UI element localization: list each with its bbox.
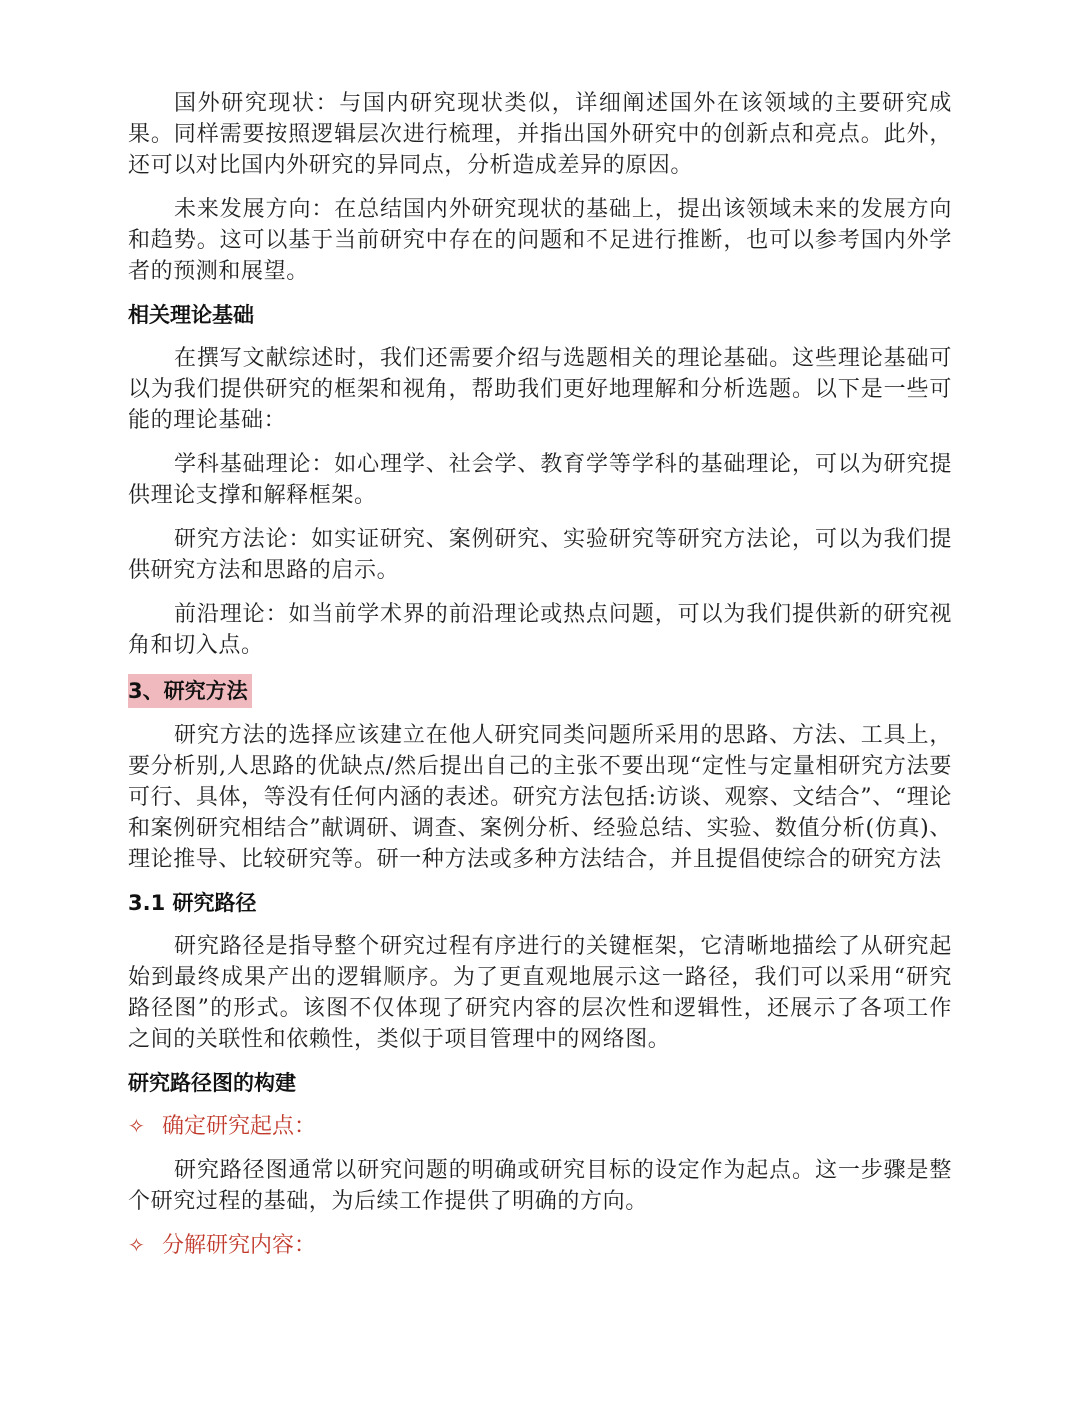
- bullet-label-decompose: 分解研究内容：: [162, 1233, 317, 1258]
- bullet-item-decompose: [128, 1230, 952, 1261]
- paragraph-research-path: 研究路径是指导整个研究过程有序进行的关键框架，它清晰地描绘了从研究起始到最终成果产出的逻辑顺序。为了更直观地展示这一路径，我们可以采用“研究路径图”的形式。该图不仅体现了研究内容的层次性和逻辑性，还展示了各项工作之间的关联性和依赖性，类似于项目管理中的网络图。: [128, 934, 952, 1052]
- paragraph-foreign-research: 国外研究现状：与国内研究现状类似，详细阐述国外在该领域的主要研究成果。同样需要按照逻辑层次进行梳理，并指出国外研究中的创新点和亮点。此外，还可以对比国内外研究的异同点，分析造成差异的原因。: [128, 91, 952, 178]
- paragraph-method-selection: 研究方法的选择应该建立在他人研究同类问题所采用的思路、方法、工具上，要分析别,人思路的优缺点/然后提出自己的主张不要出现“定性与定量相研究方法要可行、具体，等没有任何内涵的表述。研究方法包括:访谈、观察、文结合”、“理论和案例研究相结合”献调研、调查、案例分析、经验总结、实验、数值分析(仿真)、理论推导、比较研究等。研一种方法或多种方法结合，并且提倡使综合的研究方法: [128, 723, 952, 872]
- diamond-star-icon: ✧: [128, 1233, 145, 1257]
- document-page: [128, 88, 952, 1274]
- bullet-label-start-point: 确定研究起点：: [162, 1114, 317, 1139]
- heading-theory-basis: 相关理论基础: [128, 303, 254, 327]
- bullet-item-start-point: [128, 1111, 952, 1142]
- paragraph-future-direction: 未来发展方向：在总结国内外研究现状的基础上，提出该领域未来的发展方向和趋势。这可以基于当前研究中存在的问题和不足进行推断，也可以参考国内外学者的预测和展望。: [128, 197, 952, 284]
- heading-research-method-wrap: [128, 674, 952, 708]
- diamond-star-icon: ✧: [128, 1114, 145, 1138]
- heading-path-diagram-build: 研究路径图的构建: [128, 1071, 296, 1095]
- paragraph-discipline-theory: 学科基础理论：如心理学、社会学、教育学等学科的基础理论，可以为研究提供理论支撑和解释框架。: [128, 452, 952, 508]
- heading-research-method: 3、研究方法: [128, 674, 252, 708]
- paragraph-theory-intro: 在撰写文献综述时，我们还需要介绍与选题相关的理论基础。这些理论基础可以为我们提供研究的框架和视角，帮助我们更好地理解和分析选题。以下是一些可能的理论基础：: [128, 346, 952, 433]
- paragraph-frontier-theory: 前沿理论：如当前学术界的前沿理论或热点问题，可以为我们提供新的研究视角和切入点。: [128, 602, 952, 658]
- heading-research-path: 3.1 研究路径: [128, 891, 257, 915]
- paragraph-methodology: 研究方法论：如实证研究、案例研究、实验研究等研究方法论，可以为我们提供研究方法和思路的启示。: [128, 527, 952, 583]
- paragraph-start-point: 研究路径图通常以研究问题的明确或研究目标的设定作为起点。这一步骤是整个研究过程的基础，为后续工作提供了明确的方向。: [128, 1158, 952, 1214]
